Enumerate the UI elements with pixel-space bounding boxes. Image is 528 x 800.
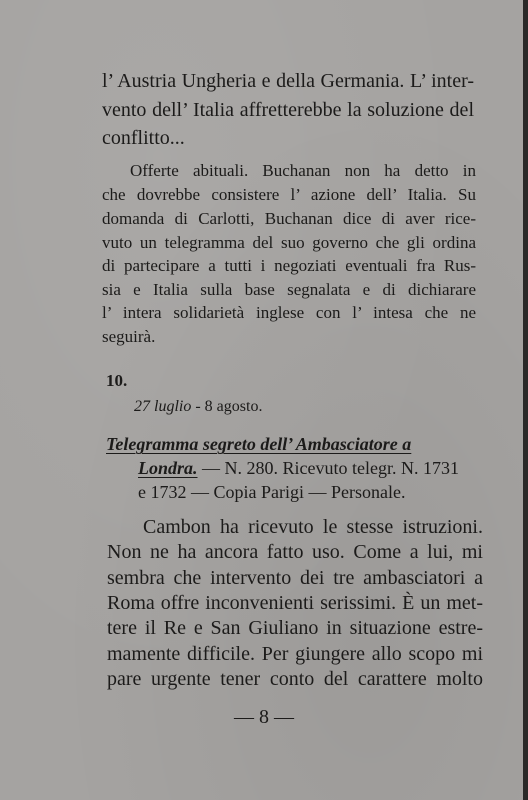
document-number: 10. <box>106 371 128 390</box>
paragraph-4-line: Non ne ha ancora fatto uso. Come a lui, mi <box>107 541 483 563</box>
paragraph-4-line: sembra che intervento dei tre ambasciatori a <box>107 567 483 589</box>
paragraph-1-line: l’ Austria Ungheria e della Germania. L’ inter- <box>102 70 474 92</box>
paragraph-4-line: Roma offre inconvenienti serissimi. È un met- <box>107 592 483 614</box>
paragraph-2-line: vuto un telegramma del suo governo che gli ordina <box>102 233 476 252</box>
paragraph-4-line: pare urgente tener conto del carattere molto <box>107 668 483 690</box>
date-separator: - <box>191 398 205 415</box>
telegram-title-line-1 <box>106 434 411 455</box>
date-end: 8 agosto. <box>204 398 263 415</box>
page-number: — 8 — <box>234 706 294 728</box>
paragraph-2-line: l’ intera solidarietà inglese con l’ intesa che ne <box>102 303 476 322</box>
paragraph-2-line: che dovrebbe consistere l’ azione dell’ Italia. Su <box>102 185 476 204</box>
paragraph-4-line: Cambon ha ricevuto le stesse istruzioni. <box>143 516 483 538</box>
paragraph-2-line: di partecipare a tutti i negoziati eventuali fra Rus- <box>102 256 476 275</box>
telegram-title-line-2 <box>138 458 459 479</box>
paragraph-4-line: tere il Re e San Giuliano in situazione estre- <box>107 617 483 639</box>
paragraph-2-line: sia e Italia sulla base segnalata e di dichiarare <box>102 280 476 299</box>
telegram-title-italic-end: Londra. <box>138 458 198 478</box>
page-edge <box>523 0 528 800</box>
date-line <box>134 398 262 416</box>
paragraph-2-line: Offerte abituali. Buchanan non ha detto in <box>130 161 476 180</box>
paragraph-1-line: vento dell’ Italia affretterebbe la soluzione del <box>102 99 474 121</box>
telegram-title-italic: Telegramma segreto dell’ Ambasciatore a <box>106 434 412 454</box>
telegram-title-line-3: e 1732 — Copia Parigi — Personale. <box>138 482 406 502</box>
date-month: 27 luglio <box>134 398 192 415</box>
paragraph-1-line: conflitto... <box>102 127 185 149</box>
paragraph-2-line: seguirà. <box>102 327 156 346</box>
telegram-reference: — N. 280. Ricevuto telegr. N. 1731 <box>197 458 459 478</box>
paragraph-4-line: mamente difficile. Per giungere allo scopo mi <box>107 643 483 665</box>
paragraph-2-line: domanda di Carlotti, Buchanan dice di aver rice- <box>102 209 476 228</box>
